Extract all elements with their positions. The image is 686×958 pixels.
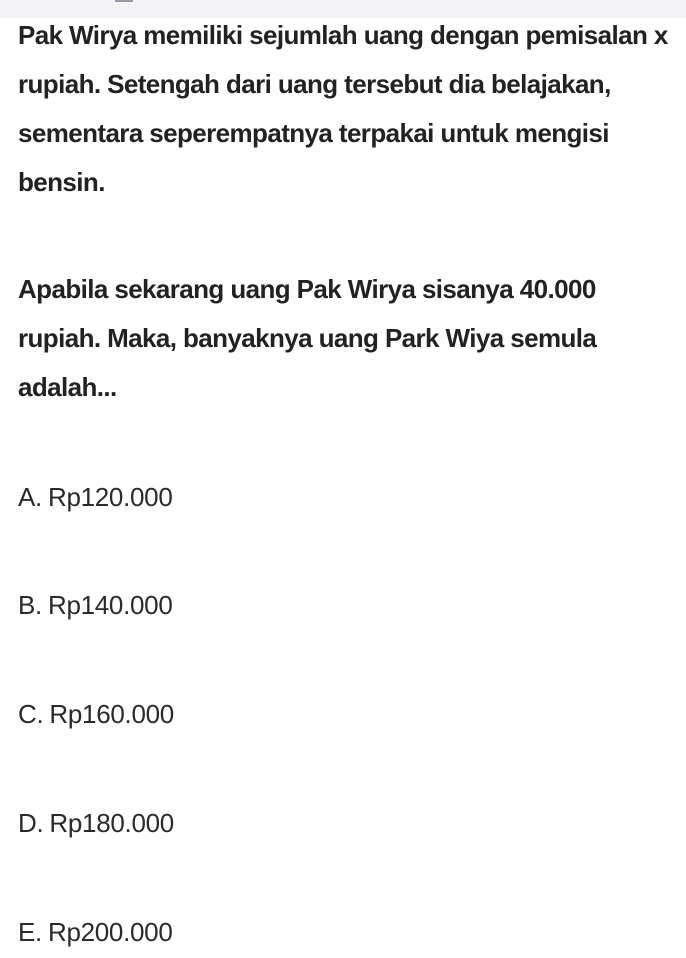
option-text: Rp120.000 bbox=[47, 482, 173, 512]
option-letter: B. bbox=[18, 590, 42, 620]
answer-option-e[interactable] bbox=[18, 916, 173, 948]
answer-option-d[interactable] bbox=[18, 807, 174, 839]
option-text: Rp180.000 bbox=[49, 808, 174, 838]
option-text: Rp160.000 bbox=[49, 699, 174, 729]
question-paragraph-2: Apabila sekarang uang Pak Wirya sisanya 40.000 rupiah. Maka, banyaknya uang Park Wiya semula adalah... bbox=[18, 274, 597, 402]
option-text: Rp140.000 bbox=[47, 590, 173, 620]
option-letter: D. bbox=[18, 808, 44, 838]
option-text: Rp200.000 bbox=[47, 917, 173, 947]
option-letter: A. bbox=[18, 482, 42, 512]
answer-option-c[interactable] bbox=[18, 698, 174, 730]
option-letter: E. bbox=[18, 917, 42, 947]
question-text bbox=[18, 11, 678, 412]
answer-option-b[interactable] bbox=[18, 589, 173, 621]
answer-option-a[interactable] bbox=[18, 481, 173, 513]
scroll-indicator bbox=[115, 0, 133, 2]
option-letter: C. bbox=[18, 699, 44, 729]
question-paragraph-1: Pak Wirya memiliki sejumlah uang dengan pemisalan x rupiah. Setengah dari uang tersebut dia belajakan, sementara seperempatnya terpakai untuk mengisi bensin. bbox=[18, 20, 668, 197]
